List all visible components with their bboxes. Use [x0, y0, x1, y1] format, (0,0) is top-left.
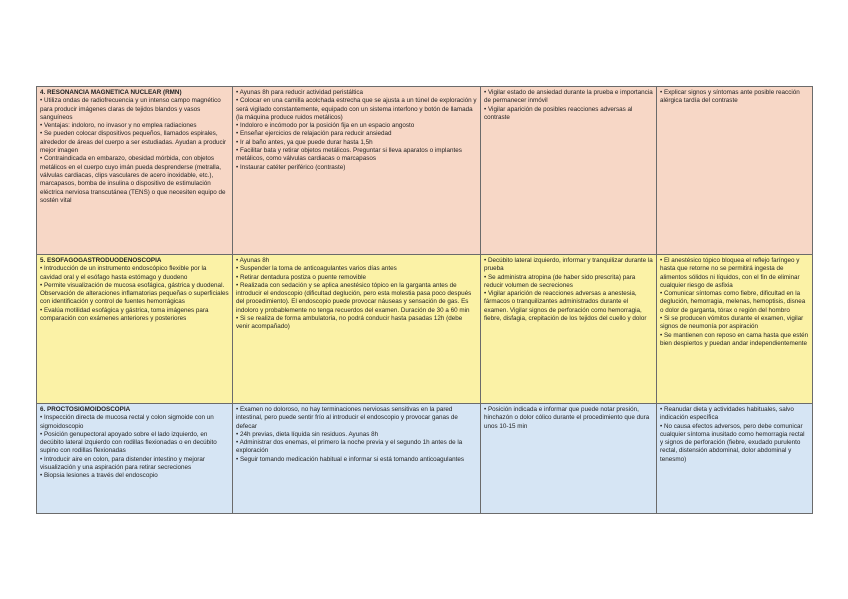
procedure-row	[37, 87, 813, 255]
procedure-row	[37, 255, 813, 404]
bullet-item: • No causa efectos adversos, pero debe comunicar cualquier síntoma inusitado como hemorragia rectal y signos de perforación (fiebre, exudado purulento rectal, distensión abdominal, dolor abdominal y tenesmo)	[660, 422, 805, 463]
bullet-item: • Ayunas 8h	[236, 257, 270, 264]
bullet-item: • Colocar en una camilla acolchada estrecha que se ajusta a un túnel de exploración y será vigilado constantemente, equipado con un sistema interfono y botón de llamada (la máquina produce ruidos metálicos)	[236, 97, 477, 121]
cell-col4	[657, 255, 813, 404]
bullet-item: • Utiliza ondas de radiofrecuencia y un intenso campo magnético para producir imágenes claras de tejidos blandos y vasos sanguíneos	[40, 97, 221, 121]
bullet-item: • Vigilar aparición de posibles reacciones adversas al contraste	[484, 105, 633, 121]
bullet-item: • 24h previas, dieta líquida sin residuos. Ayunas 8h	[236, 430, 379, 438]
bullet-item: • Posición indicada e informar que puede notar presión, hinchazón o dolor cólico durante el procedimiento que dura unos 10-15 min	[484, 406, 650, 430]
bullet-item: • Reanudar dieta y actividades habituales, salvo indicación específica	[660, 406, 794, 422]
bullet-item: • Si se producen vómitos durante el examen, vigilar signos de neumonía por aspiración	[660, 315, 804, 331]
bullet-item: • Si se realiza de forma ambulatoria, no podrá conducir hasta pasadas 12h (debe venir acompañado)	[236, 315, 463, 331]
bullet-item: • Posición genupectoral apoyado sobre el lado izquierdo, en decúbito lateral izquierdo con rodillas flexionadas o en decúbito supino con rodillas flexionadas	[40, 430, 217, 455]
cell-col3	[481, 255, 657, 404]
bullet-item: • Contraindicada en embarazo, obesidad mórbida, con objetos metálicos en el cuerpo cuyo imán pueda desprenderse (metralla, válvulas cardiacas, clips vasculares de acero inoxidable, etc.), marcapasos, bomba de insulina o dispositivo de estimulación eléctrica nerviosa transcutánea (TENS) o que necesiten equipo de sostén vital	[40, 155, 226, 204]
bullet-item: • Ayunas 8h para reducir actividad peristáltica	[236, 89, 364, 96]
bullet-item: • Explicar signos y síntomas ante posible reacción alérgica tardía del contraste	[660, 89, 800, 105]
bullet-item: • Evalúa motilidad esofágica y gástrica, toma imágenes para comparación con exámenes anteriores y posteriores	[40, 306, 209, 323]
bullet-item: • Se mantienen con reposo en cama hasta que estén bien despiertos y puedan andar independientemente	[660, 331, 809, 347]
bullet-item: • Se administra atropina (de haber sido prescrita) para reducir volumen de secreciones	[484, 273, 636, 289]
bullet-item: • Biopsia lesiones a través del endoscopio	[40, 472, 158, 480]
bullet-item: • Vigilar estado de ansiedad durante la prueba e importancia de permanecer inmóvil	[484, 89, 653, 105]
bullet-item: • Enseñar ejercicios de relajación para reducir ansiedad	[236, 130, 392, 138]
procedure-title: 6. PROCTOSIGMOIDOSCOPIA	[40, 406, 131, 413]
cell-col4	[657, 404, 813, 514]
cell-col2	[233, 87, 481, 255]
bullet-item: • Comunicar síntomas como fiebre, dificultad en la deglución, hemorragia, melenas, hemoptisis, disnea o dolor de garganta, tórax o región del hombro	[660, 290, 806, 314]
procedure-title: 4. RESONANCIA MAGNETICA NUCLEAR (RMN)	[40, 89, 182, 96]
bullet-item: • Decúbito lateral izquierdo, informar y tranquilizar durante la prueba	[484, 257, 653, 273]
bullet-item: • Facilitar bata y retirar objetos metálicos. Preguntar si lleva aparatos o implantes metálicos, como válvulas cardiacas o marcapasos	[236, 147, 462, 163]
bullet-item: • Introducir aire en colon, para distender intestino y mejorar visualización y una aspiración para retirar secreciones	[40, 455, 205, 472]
bullet-item: • Se pueden colocar dispositivos pequeños, llamados espirales, alrededor de áreas del cuerpo a ser estudiadas. Ayudan a producir mejor imagen	[40, 130, 227, 155]
bullet-item: • Inspección directa de mucosa rectal y colon sigmoide con un sigmoidoscopio	[40, 414, 214, 430]
bullet-item: • Examen no doloroso, no hay terminaciones nerviosas sensitivas en la pared intestinal, pero puede sentir frío al introducir el endoscopio y provocar ganas de defecar	[236, 406, 458, 430]
bullet-item: • Instaurar catéter periférico (contraste)	[236, 163, 346, 171]
bullet-item: • Permite visualización de mucosa esofágica, gástrica y duodenal. Observación de alteraciones inflamatorias pequeñas o superficiales con identificación y control de fuentes hemorrágicas	[40, 281, 229, 306]
bullet-item: • Ventajas: indoloro, no invasor y no emplea radiaciones	[40, 122, 197, 130]
cell-col3	[481, 404, 657, 514]
bullet-item: • Indoloro e incómodo por la posición fija en un espacio angosto	[236, 122, 415, 130]
procedure-row	[37, 404, 813, 514]
cell-col4	[657, 87, 813, 255]
bullet-item: • Seguir tomando medicación habitual e informar si está tomando anticoagulantes	[236, 455, 464, 463]
bullet-item: • Administrar dos enemas, el primero la noche previa y el segundo 1h antes de la exploración	[236, 439, 463, 455]
procedures-table	[36, 86, 813, 514]
cell-col2	[233, 255, 481, 404]
cell-col1	[37, 404, 233, 514]
bullet-item: • Retirar dentadura postiza o puente removible	[236, 273, 366, 281]
bullet-item: • El anestésico tópico bloquea el reflejo faríngeo y hasta que retorne no se permitirá ingesta de alimentos sólidos ni líquidos, con el fin de eliminar cualquier riesgo de asfixia	[660, 257, 800, 289]
bullet-item: • Realizada con sedación y se aplica anestésico tópico en la garganta antes de introducir el endoscopio (dificultad deglución, pero esta molestia pasa poco después del procedimiento). El endoscopio puede provocar náuseas y sensación de gas. Es indoloro y probablemente no tenga recuerdos del examen. Duración de 30 a 60 min	[236, 281, 472, 314]
cell-col3	[481, 87, 657, 255]
cell-col2	[233, 404, 481, 514]
cell-col1	[37, 87, 233, 255]
bullet-item: • Suspender la toma de anticoagulantes varios días antes	[236, 265, 397, 273]
procedure-title: 5. ESOFAGOGASTRODUODENOSCOPIA	[40, 257, 162, 264]
cell-col1	[37, 255, 233, 404]
bullet-item: • Vigilar aparición de reacciones adversas a anestesia, fármacos o tranquilizantes administrados durante el examen. Vigilar signos de perforación como hemorragia, fiebre, disfagia, crepitación de los tejidos del cuello y dolor	[484, 290, 647, 323]
bullet-item: • Introducción de un instrumento endoscópico flexible por la cavidad oral y el esófago hasta estómago y duodeno	[40, 265, 207, 281]
bullet-item: • Ir al baño antes, ya que puede durar hasta 1,5h	[236, 138, 373, 146]
